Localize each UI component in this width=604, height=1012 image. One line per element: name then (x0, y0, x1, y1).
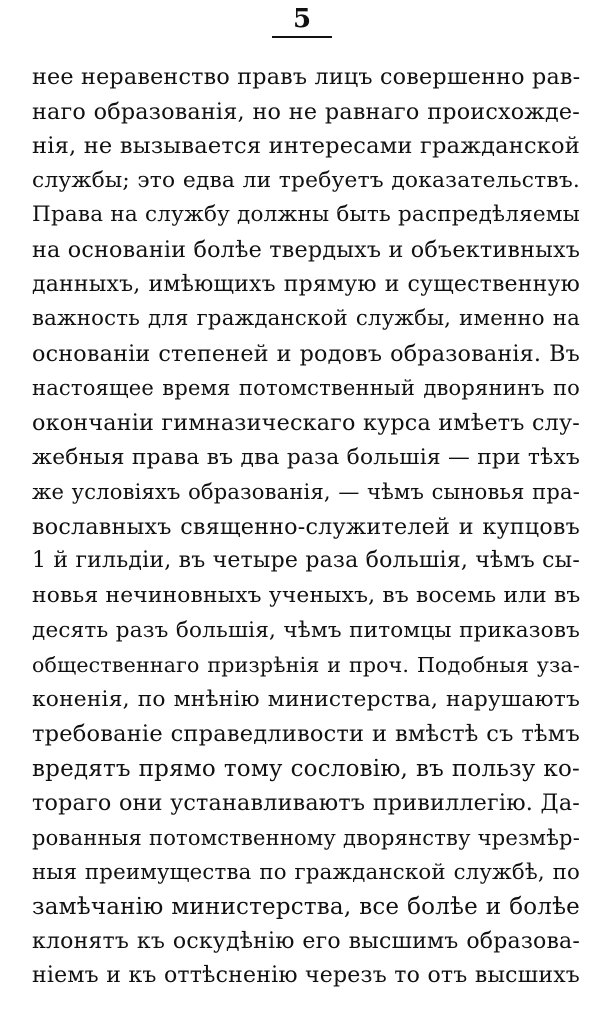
text-line: же условіяхъ образованія, — чѣмъ сыновья пра- (32, 480, 580, 505)
page-number-rule (272, 36, 332, 38)
text-line: нее неравенство правъ лицъ совершенно рав- (32, 64, 581, 90)
text-line: вредятъ прямо тому сословію, въ пользу ко- (32, 755, 580, 782)
text-line: десять разъ большія, чѣмъ питомцы приказовъ (32, 617, 580, 643)
text-line: ныя преимущества по гражданской службѣ, по (32, 859, 580, 885)
text-line: ніемъ и къ оттѣсненію черезъ то отъ высшихъ (32, 963, 580, 989)
text-line: тораго они устанавливаютъ привиллегію. Да- (32, 790, 580, 817)
text-line: общественнаго призрѣнія и проч. Подобныя уза- (32, 653, 580, 678)
text-line: клонятъ къ оскудѣнію его высшимъ образова- (32, 928, 580, 954)
text-line: коненія, по мнѣнію министерства, нарушаютъ (32, 686, 580, 712)
page-number: 5 (292, 4, 312, 34)
text-line: замѣчанію министерства, все болѣе и болѣе (32, 894, 580, 921)
text-line: наго образованія, но не равнаго происхожде- (32, 98, 580, 125)
text-line: жебныя права въ два раза большія — при тѣхъ (32, 444, 580, 470)
text-line: службы; это едва ли требуетъ доказательствъ. (32, 167, 580, 193)
text-line: 1 й гильдіи, въ четыре раза большія, чѣмъ сы- (32, 548, 581, 574)
text-line: настоящее время потомственный дворянинъ по (32, 376, 580, 401)
text-line: требованіе справедливости и вмѣстѣ съ тѣмъ (32, 721, 580, 748)
text-line: на основаніи болѣе твердыхъ и объективныхъ (32, 236, 581, 263)
text-line: основаніи степеней и родовъ образованія. Въ (32, 340, 580, 367)
text-line: новья нечиновныхъ ученыхъ, въ восемь или въ (32, 582, 581, 608)
text-line: важность для гражданской службы, именно на (32, 306, 580, 332)
text-line: вославныхъ священно-служителей и купцовъ (32, 513, 580, 540)
text-line: Права на службу должны быть распредѣляемы (32, 202, 580, 228)
text-line: данныхъ, имѣющихъ прямую и существенную (32, 271, 580, 297)
text-line: окончаніи гимназическаго курса имѣетъ слу- (32, 409, 580, 436)
body-text (32, 60, 580, 994)
text-line: нія, не вызывается интересами гражданской (32, 133, 580, 160)
text-line: рованныя потомственному дворянству чрезмѣр- (32, 826, 580, 851)
